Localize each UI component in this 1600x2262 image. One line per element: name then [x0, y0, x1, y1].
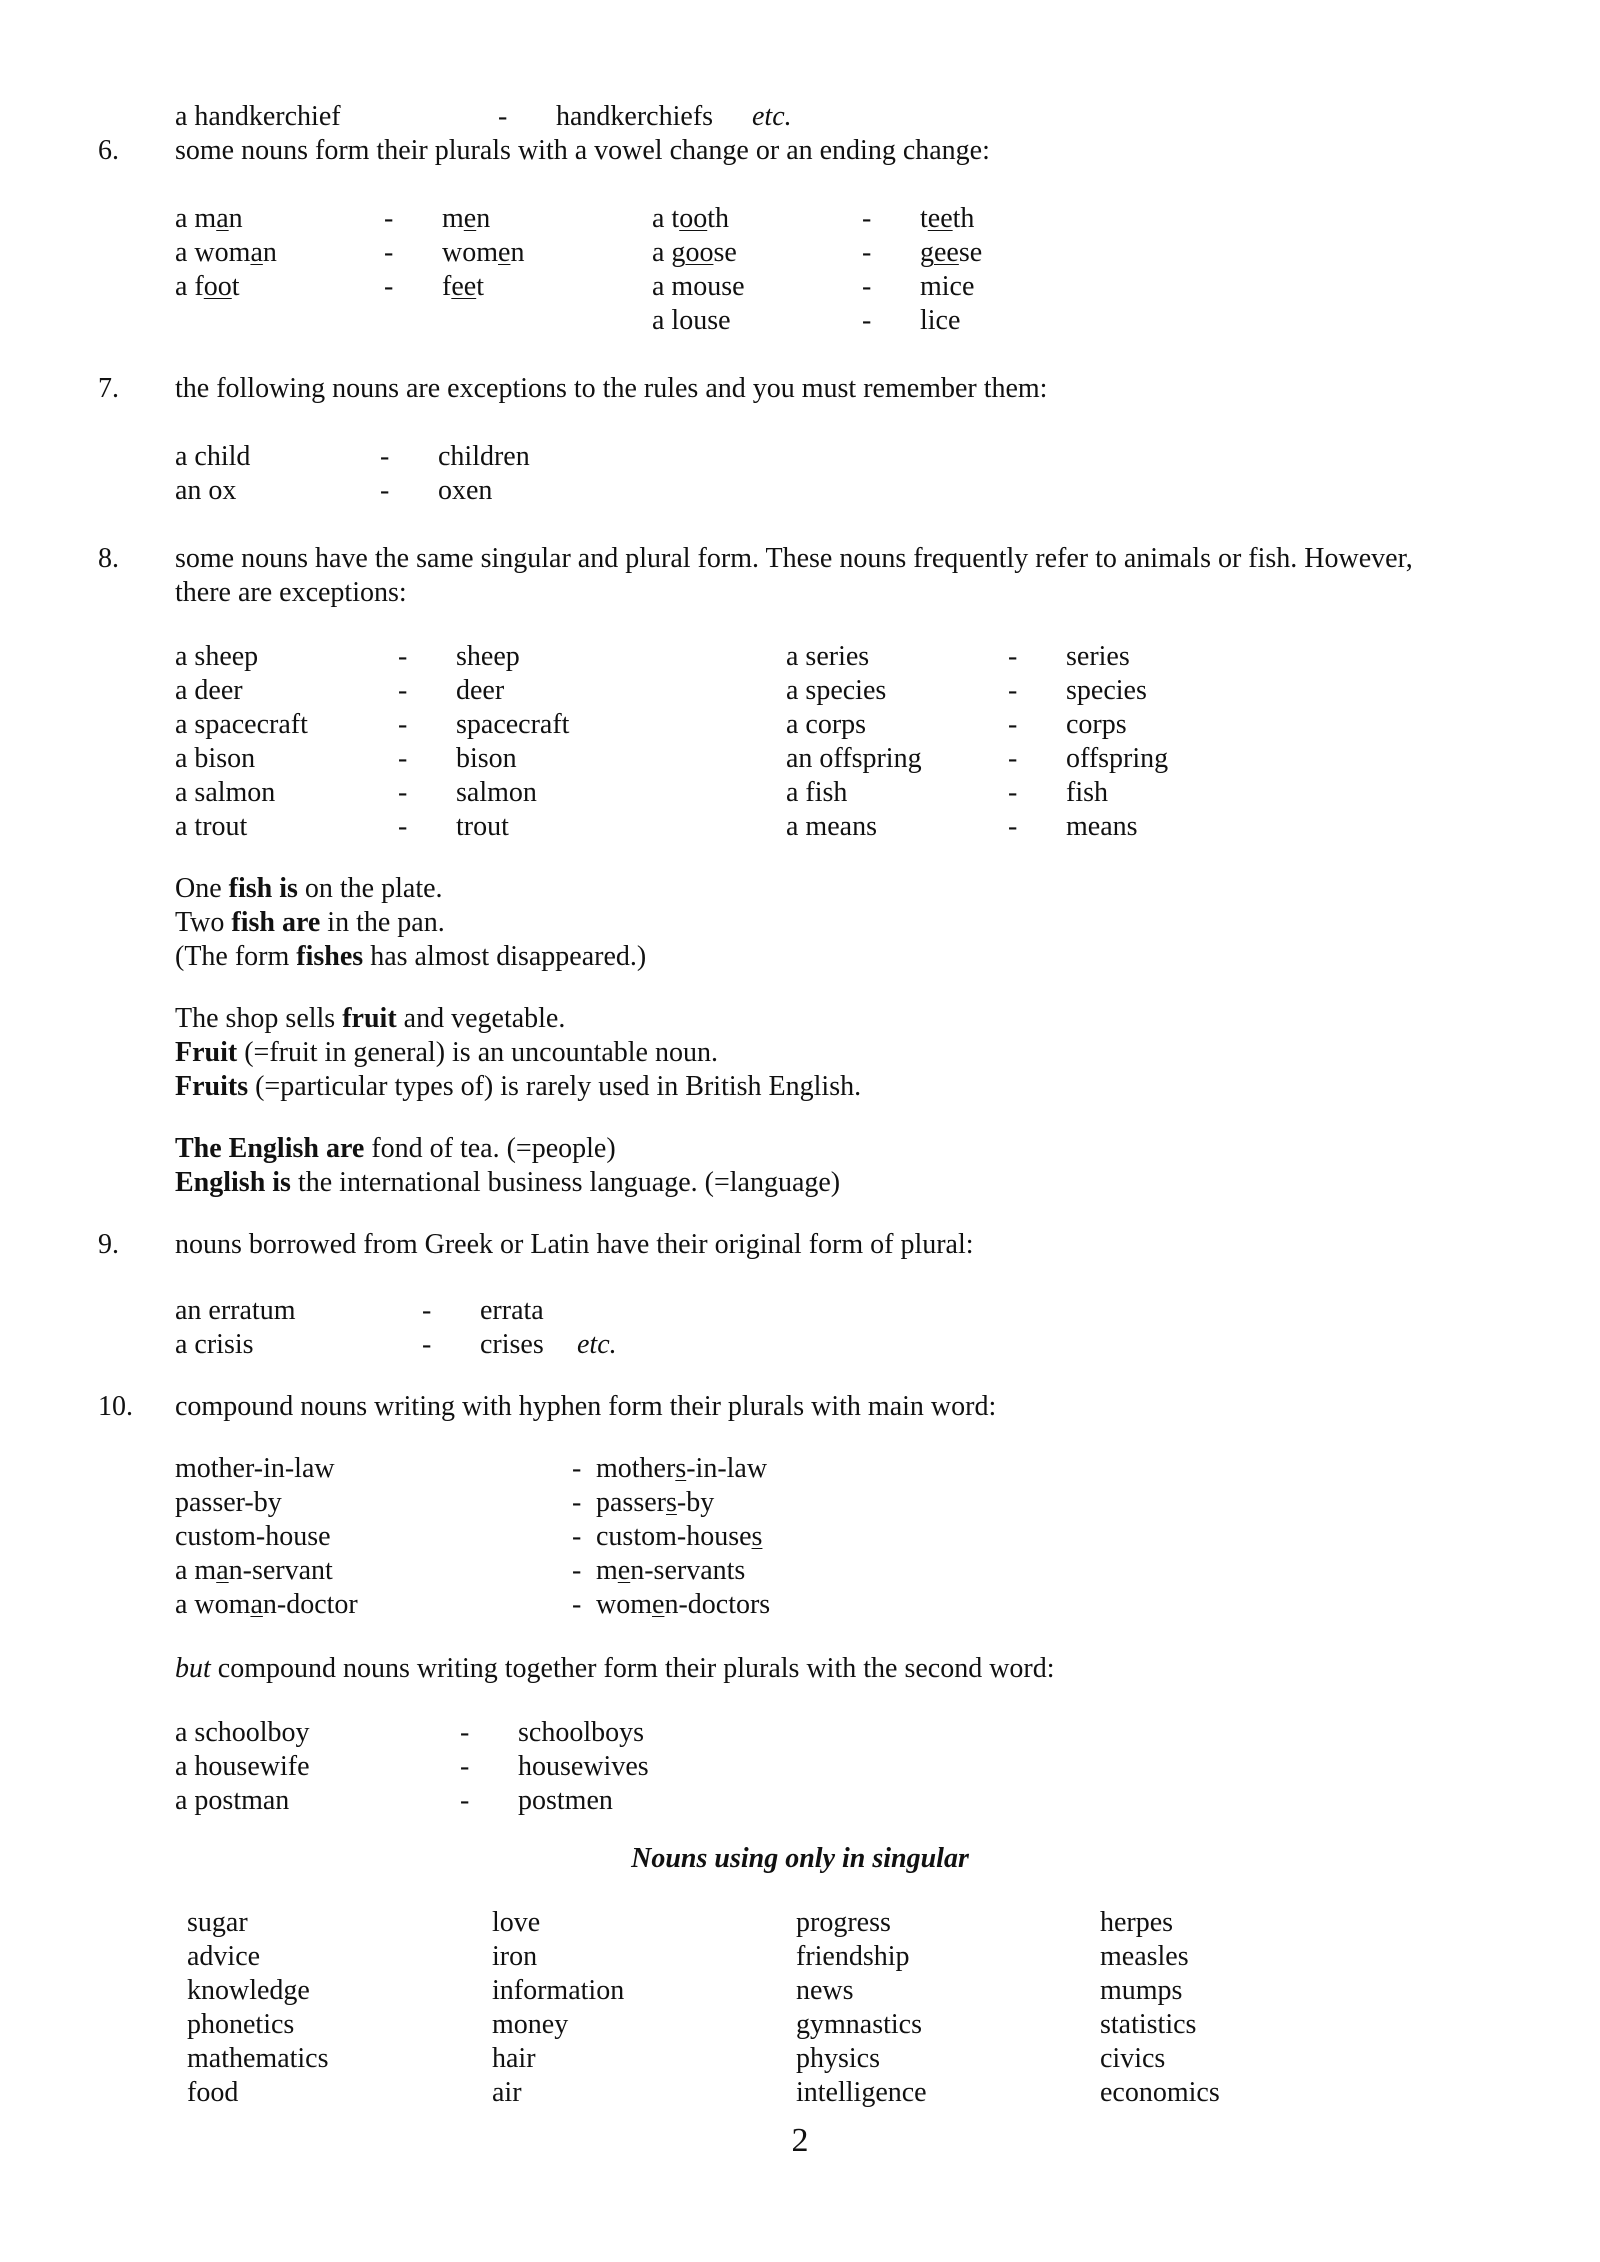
singular-word-pre: a wom — [175, 1589, 251, 1620]
example-line — [175, 1036, 718, 1070]
singular-noun: phonetics — [187, 2009, 295, 2040]
plural-word-underline: e — [652, 1589, 665, 1620]
example-line-text-end: in the pan. — [320, 907, 445, 938]
plural-word-underline: s — [665, 1487, 677, 1518]
example-line-text-end: has almost disappeared.) — [363, 941, 647, 972]
singular-word-pre: mother-in-law — [175, 1453, 335, 1484]
plural-word: schoolboys — [518, 1717, 644, 1748]
singular-word: an ox — [175, 475, 237, 506]
singular-noun: civics — [1100, 2043, 1166, 2074]
singular-word-post: t — [231, 271, 240, 302]
plural-word-pre: lice — [920, 305, 961, 336]
singular-noun: sugar — [187, 1907, 248, 1938]
example-line — [175, 872, 443, 906]
singular-word — [175, 270, 240, 304]
singular-word — [652, 202, 729, 236]
section-9-text: nouns borrowed from Greek or Latin have their original form of plural: — [175, 1229, 974, 1260]
singular-word — [175, 1452, 335, 1486]
plural-word-post: n — [510, 237, 525, 268]
dash: - — [398, 641, 408, 672]
singular-word: a handkerchief — [175, 101, 341, 132]
singular-word-underline: a — [250, 237, 263, 268]
singular-word — [652, 236, 737, 270]
plural-word-post: n-servants — [630, 1555, 746, 1586]
plural-word — [596, 1554, 745, 1588]
singular-word-pre: a wom — [175, 237, 251, 268]
dash: - — [384, 237, 394, 268]
singular-word: a child — [175, 441, 251, 472]
singular-word: a means — [786, 811, 877, 842]
section-number-7: 7. — [98, 373, 119, 404]
dash: - — [384, 203, 394, 234]
example-line-text: One — [175, 873, 229, 904]
plural-word-post: n-doctors — [664, 1589, 771, 1620]
singular-noun: economics — [1100, 2077, 1220, 2108]
plural-word: deer — [456, 675, 505, 706]
singular-word-pre: a g — [652, 237, 686, 268]
singular-word-post: n-servant — [228, 1555, 333, 1586]
singular-word: a series — [786, 641, 870, 672]
singular-word-pre: a mouse — [652, 271, 745, 302]
example-line-bold: fishes — [296, 941, 364, 972]
plural-word: fish — [1066, 777, 1108, 808]
plural-word: housewives — [518, 1751, 649, 1782]
example-line-bold: fruit — [342, 1003, 397, 1034]
dash: - — [1008, 743, 1018, 774]
example-line-text-end: the international business language. (=language) — [290, 1167, 841, 1198]
plural-word: trout — [456, 811, 509, 842]
plural-word-pre: mother — [596, 1453, 676, 1484]
etc-note: etc. — [752, 101, 792, 132]
example-line-text: (The form — [175, 941, 297, 972]
singular-noun: air — [492, 2077, 522, 2108]
dash: - — [1008, 641, 1018, 672]
example-line — [175, 940, 646, 974]
singular-word-pre: custom-house — [175, 1521, 331, 1552]
page-number: 2 — [791, 2122, 809, 2159]
section-8-text-line2: there are exceptions: — [175, 577, 407, 608]
singular-word: an offspring — [786, 743, 922, 774]
plural-word: means — [1066, 811, 1138, 842]
plural-word — [442, 270, 484, 304]
plural-word-underline: s — [675, 1453, 687, 1484]
singular-word-underline: oo — [203, 271, 232, 302]
example-line-bold: Fruit — [175, 1037, 238, 1068]
singular-noun: knowledge — [187, 1975, 310, 2006]
plural-word: species — [1066, 675, 1147, 706]
singular-noun: gymnastics — [796, 2009, 922, 2040]
plural-word — [596, 1452, 767, 1486]
example-line-text-end: and vegetable. — [396, 1003, 566, 1034]
section-10-text: compound nouns writing with hyphen form their plurals with main word: — [175, 1391, 997, 1422]
but-text: compound nouns writing together form their plurals with the second word: — [210, 1653, 1055, 1684]
singular-word — [652, 304, 731, 338]
section-number-10: 10. — [98, 1391, 133, 1422]
plural-word: postmen — [518, 1785, 613, 1816]
singular-word: a spacecraft — [175, 709, 308, 740]
plural-word — [920, 236, 982, 270]
singular-noun: mumps — [1100, 1975, 1183, 2006]
dash: - — [398, 743, 408, 774]
dash: - — [460, 1751, 470, 1782]
singular-word-pre: a t — [652, 203, 680, 234]
singular-word: a bison — [175, 743, 256, 774]
plural-word: offspring — [1066, 743, 1169, 774]
plural-word-underline: ee — [451, 271, 477, 302]
singular-word-underline: oo — [679, 203, 708, 234]
plural-word-post: -in-law — [686, 1453, 768, 1484]
dash: - — [572, 1521, 582, 1552]
plural-word-underline: e — [463, 203, 477, 234]
dash: - — [398, 811, 408, 842]
singular-word — [175, 202, 243, 236]
plural-word-post: se — [958, 237, 983, 268]
plural-word-post: n — [476, 203, 491, 234]
singular-word-post: n-doctor — [262, 1589, 358, 1620]
singular-noun: intelligence — [796, 2077, 927, 2108]
dash: - — [572, 1453, 582, 1484]
example-line — [175, 906, 445, 940]
singular-noun: statistics — [1100, 2009, 1197, 2040]
singular-word-post: se — [713, 237, 737, 268]
singular-word-post: th — [707, 203, 729, 234]
plural-word — [442, 202, 490, 236]
singular-noun: friendship — [796, 1941, 910, 1972]
singular-word-pre: passer-by — [175, 1487, 282, 1518]
singular-noun: herpes — [1100, 1907, 1174, 1938]
example-line-bold: Fruits — [175, 1071, 249, 1102]
plural-word — [596, 1520, 762, 1554]
plural-word-pre: t — [920, 203, 928, 234]
plural-word-pre: m — [596, 1555, 618, 1586]
example-line-bold: The English are — [175, 1133, 365, 1164]
plural-word: crises — [480, 1329, 544, 1360]
dash: - — [862, 237, 872, 268]
singular-noun: mathematics — [187, 2043, 329, 2074]
singular-word-pre: a m — [175, 203, 217, 234]
plural-word-pre: mice — [920, 271, 975, 302]
singular-word-pre: a m — [175, 1555, 217, 1586]
singular-word-pre: a f — [175, 271, 204, 302]
singular-noun: news — [796, 1975, 854, 2006]
singular-word — [175, 1554, 333, 1588]
example-line-bold: English is — [175, 1167, 291, 1198]
dash: - — [1008, 675, 1018, 706]
singular-noun: hair — [492, 2043, 536, 2074]
dash: - — [1008, 811, 1018, 842]
section-6-text: some nouns form their plurals with a vowel change or an ending change: — [175, 135, 990, 166]
singular-word: a sheep — [175, 641, 259, 672]
dash: - — [572, 1555, 582, 1586]
singular-noun: measles — [1100, 1941, 1189, 1972]
dash: - — [460, 1717, 470, 1748]
singular-word-pre: a louse — [652, 305, 731, 336]
dash: - — [398, 709, 408, 740]
example-line-text: Two — [175, 907, 232, 938]
plural-word: children — [438, 441, 530, 472]
singular-word: an erratum — [175, 1295, 296, 1326]
plural-word: oxen — [438, 475, 493, 506]
plural-word-pre: m — [442, 203, 464, 234]
plural-word-post: t — [476, 271, 484, 302]
example-line-bold: fish is — [228, 873, 298, 904]
but-word: but — [175, 1653, 211, 1684]
etc-note: etc. — [577, 1329, 617, 1360]
plural-word-post: th — [952, 203, 975, 234]
singular-noun: progress — [796, 1907, 891, 1938]
plural-word — [920, 304, 960, 338]
singular-word: a trout — [175, 811, 248, 842]
plural-word-underline: e — [498, 237, 511, 268]
example-line-text-end: on the plate. — [297, 873, 443, 904]
plural-word: series — [1066, 641, 1130, 672]
plural-word — [442, 236, 524, 270]
singular-word: a crisis — [175, 1329, 254, 1360]
plural-word — [596, 1486, 714, 1520]
plural-word-pre: wom — [442, 237, 498, 268]
dash: - — [398, 675, 408, 706]
singular-word — [175, 1588, 358, 1622]
singular-word-underline: a — [216, 1555, 229, 1586]
dash: - — [422, 1295, 432, 1326]
plural-word-pre: passer — [596, 1487, 666, 1518]
singular-word: a deer — [175, 675, 243, 706]
singular-noun: information — [492, 1975, 625, 2006]
example-line — [175, 1002, 565, 1036]
dash: - — [862, 203, 872, 234]
plural-word: errata — [480, 1295, 544, 1326]
dash: - — [498, 101, 508, 132]
section-number-8: 8. — [98, 543, 119, 574]
plural-word: salmon — [456, 777, 537, 808]
example-line — [175, 1132, 616, 1166]
section-10-but-line — [175, 1652, 1055, 1686]
singular-word: a housewife — [175, 1751, 310, 1782]
singular-word-post: n — [228, 203, 243, 234]
plural-word: bison — [456, 743, 517, 774]
example-line — [175, 1166, 840, 1200]
singular-noun: money — [492, 2009, 569, 2040]
plural-word-underline: ee — [934, 237, 959, 268]
dash: - — [380, 441, 390, 472]
section-number-6: 6. — [98, 135, 119, 166]
plural-word-post: -by — [676, 1487, 715, 1518]
dash: - — [1008, 777, 1018, 808]
dash: - — [398, 777, 408, 808]
singular-noun: love — [492, 1907, 541, 1938]
plural-word-pre: g — [920, 237, 934, 268]
section-8-text-line1: some nouns have the same singular and plural form. These nouns frequently refer to animals or fish. However, — [175, 543, 1413, 574]
singular-word: a fish — [786, 777, 848, 808]
singular-word: a corps — [786, 709, 867, 740]
plural-word: sheep — [456, 641, 520, 672]
singular-word-underline: a — [216, 203, 229, 234]
plural-word: corps — [1066, 709, 1127, 740]
example-line-text-end: (=particular types of) is rarely used in British English. — [248, 1071, 862, 1102]
plural-word: spacecraft — [456, 709, 570, 740]
singular-word-post: n — [262, 237, 277, 268]
example-line-text: The shop sells — [175, 1003, 343, 1034]
singular-word — [175, 1520, 331, 1554]
singular-word-underline: a — [250, 1589, 263, 1620]
example-line-text-end: (=fruit in general) is an uncountable noun. — [237, 1037, 718, 1068]
singular-word — [175, 1486, 282, 1520]
example-line-bold: fish are — [231, 907, 321, 938]
plural-word: handkerchiefs — [556, 101, 714, 132]
dash: - — [862, 271, 872, 302]
plural-word — [920, 202, 974, 236]
example-line — [175, 1070, 861, 1104]
plural-word-pre: f — [442, 271, 452, 302]
plural-word-pre: wom — [596, 1589, 652, 1620]
singular-noun: advice — [187, 1941, 261, 1972]
dash: - — [572, 1589, 582, 1620]
section-heading: Nouns using only in singular — [631, 1843, 969, 1874]
plural-word-underline: s — [751, 1521, 763, 1552]
plural-word — [920, 270, 974, 304]
singular-noun: iron — [492, 1941, 538, 1972]
dash: - — [460, 1785, 470, 1816]
plural-word-pre: custom-house — [596, 1521, 752, 1552]
singular-word-underline: oo — [685, 237, 714, 268]
singular-word: a species — [786, 675, 887, 706]
section-7-text: the following nouns are exceptions to the rules and you must remember them: — [175, 373, 1048, 404]
dash: - — [380, 475, 390, 506]
dash: - — [862, 305, 872, 336]
singular-word: a salmon — [175, 777, 276, 808]
section-number-9: 9. — [98, 1229, 119, 1260]
plural-word — [596, 1588, 770, 1622]
singular-noun: food — [187, 2077, 239, 2108]
dash: - — [572, 1487, 582, 1518]
dash: - — [1008, 709, 1018, 740]
plural-word-underline: e — [617, 1555, 631, 1586]
singular-word — [175, 236, 277, 270]
dash: - — [384, 271, 394, 302]
singular-noun: physics — [796, 2043, 880, 2074]
example-line-text-end: fond of tea. (=people) — [364, 1133, 616, 1164]
dash: - — [422, 1329, 432, 1360]
singular-word: a postman — [175, 1785, 290, 1816]
singular-word: a schoolboy — [175, 1717, 310, 1748]
plural-word-underline: ee — [927, 203, 953, 234]
singular-word — [652, 270, 745, 304]
